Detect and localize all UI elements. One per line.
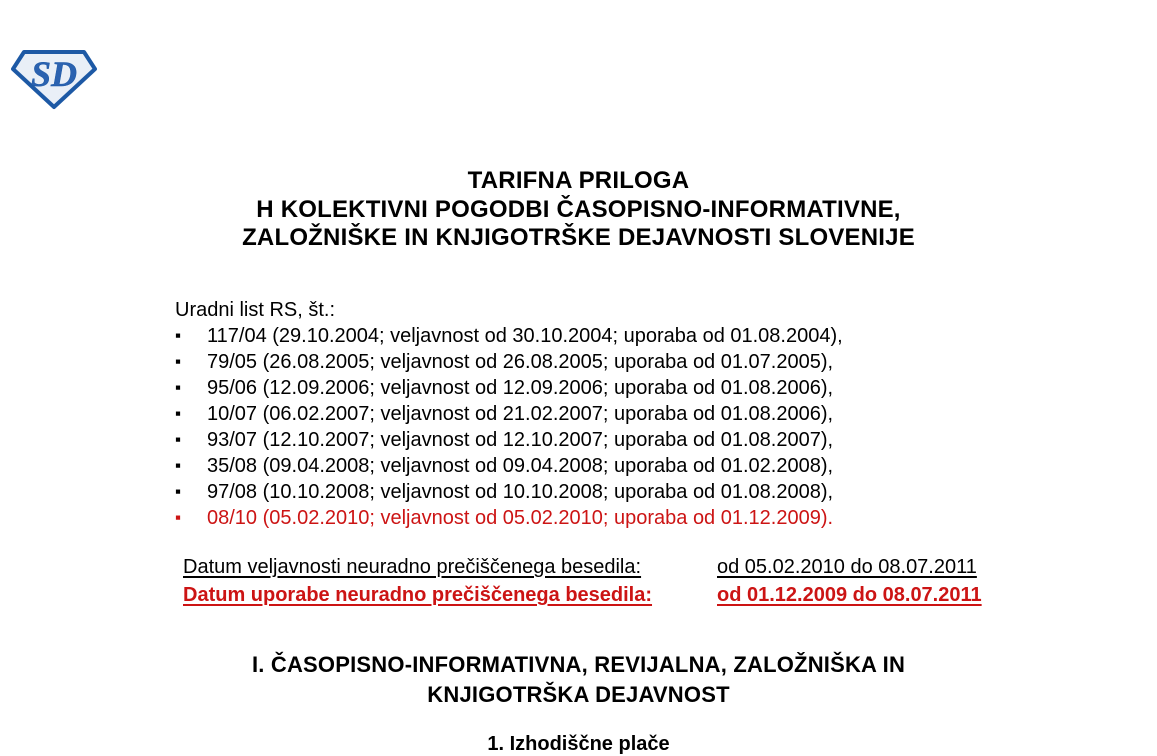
bullet-icon: ▪ [175,482,182,501]
validity-label: Datum veljavnosti neuradno prečiščenega besedila: [183,556,642,578]
usage-date-row [183,581,982,609]
bullet-icon: ▪ [175,326,182,345]
list-item-text: 95/06 (12.09.2006; veljavnost od 12.09.2006; uporaba od 01.08.2006), [207,377,834,399]
list-item [175,479,843,505]
usage-date-value: od 01.12.2009 do 08.07.2011 [717,584,982,606]
bullet-icon: ▪ [175,378,182,397]
title-line-2: H KOLEKTIVNI POGODBI ČASOPISNO-INFORMATIVNE, [256,195,901,223]
list-item-text: 117/04 (29.10.2004; veljavnost od 30.10.2004; uporaba od 01.08.2004), [207,325,843,347]
bullet-icon: ▪ [175,508,182,527]
list-item [175,427,843,453]
list-item [175,375,843,401]
list-item-text: 35/08 (09.04.2008; veljavnost od 09.04.2008; uporaba od 01.02.2008), [207,455,834,477]
logo-letters: SD [30,54,78,94]
sd-shield-logo-icon [10,46,98,110]
validity-dates-block [183,553,982,609]
list-item-text: 97/08 (10.10.2008; veljavnost od 10.10.2008; uporaba od 01.08.2008), [207,481,834,503]
validity-row [183,553,977,581]
usage-date-label: Datum uporabe neuradno prečiščenega besedila: [183,584,653,606]
list-item-highlighted [175,505,843,531]
section-heading-line-1: I. ČASOPISNO-INFORMATIVNA, REVIJALNA, ZALOŽNIŠKA IN [251,652,906,677]
list-item-text: 93/07 (12.10.2007; veljavnost od 12.10.2007; uporaba od 01.08.2007), [207,429,834,451]
list-item [175,453,843,479]
list-item [175,401,843,427]
validity-value: od 05.02.2010 do 08.07.2011 [717,556,977,578]
list-item-text: 79/05 (26.08.2005; veljavnost od 26.08.2005; uporaba od 01.07.2005), [207,351,834,373]
list-item-text: 10/07 (06.02.2007; veljavnost od 21.02.2007; uporaba od 01.08.2006), [207,403,834,425]
list-item [175,323,843,349]
clipped-subheading: 1. Izhodiščne plače [487,733,670,755]
bullet-icon: ▪ [175,430,182,449]
bullet-icon: ▪ [175,404,182,423]
title-line-3: ZALOŽNIŠKE IN KNJIGOTRŠKE DEJAVNOSTI SLOVENIJE [242,224,915,251]
bullet-icon: ▪ [175,352,182,371]
bullet-icon: ▪ [175,456,182,475]
gazette-intro: Uradni list RS, št.: [175,299,336,321]
gazette-reference-block [175,297,843,531]
document-title [0,167,1157,253]
section-heading-line-2: KNJIGOTRŠKA DEJAVNOST [427,682,730,707]
list-item-text: 08/10 (05.02.2010; veljavnost od 05.02.2010; uporaba od 01.12.2009). [207,507,834,529]
section-heading [0,650,1157,710]
title-line-1: TARIFNA PRILOGA [467,167,690,194]
list-item [175,349,843,375]
